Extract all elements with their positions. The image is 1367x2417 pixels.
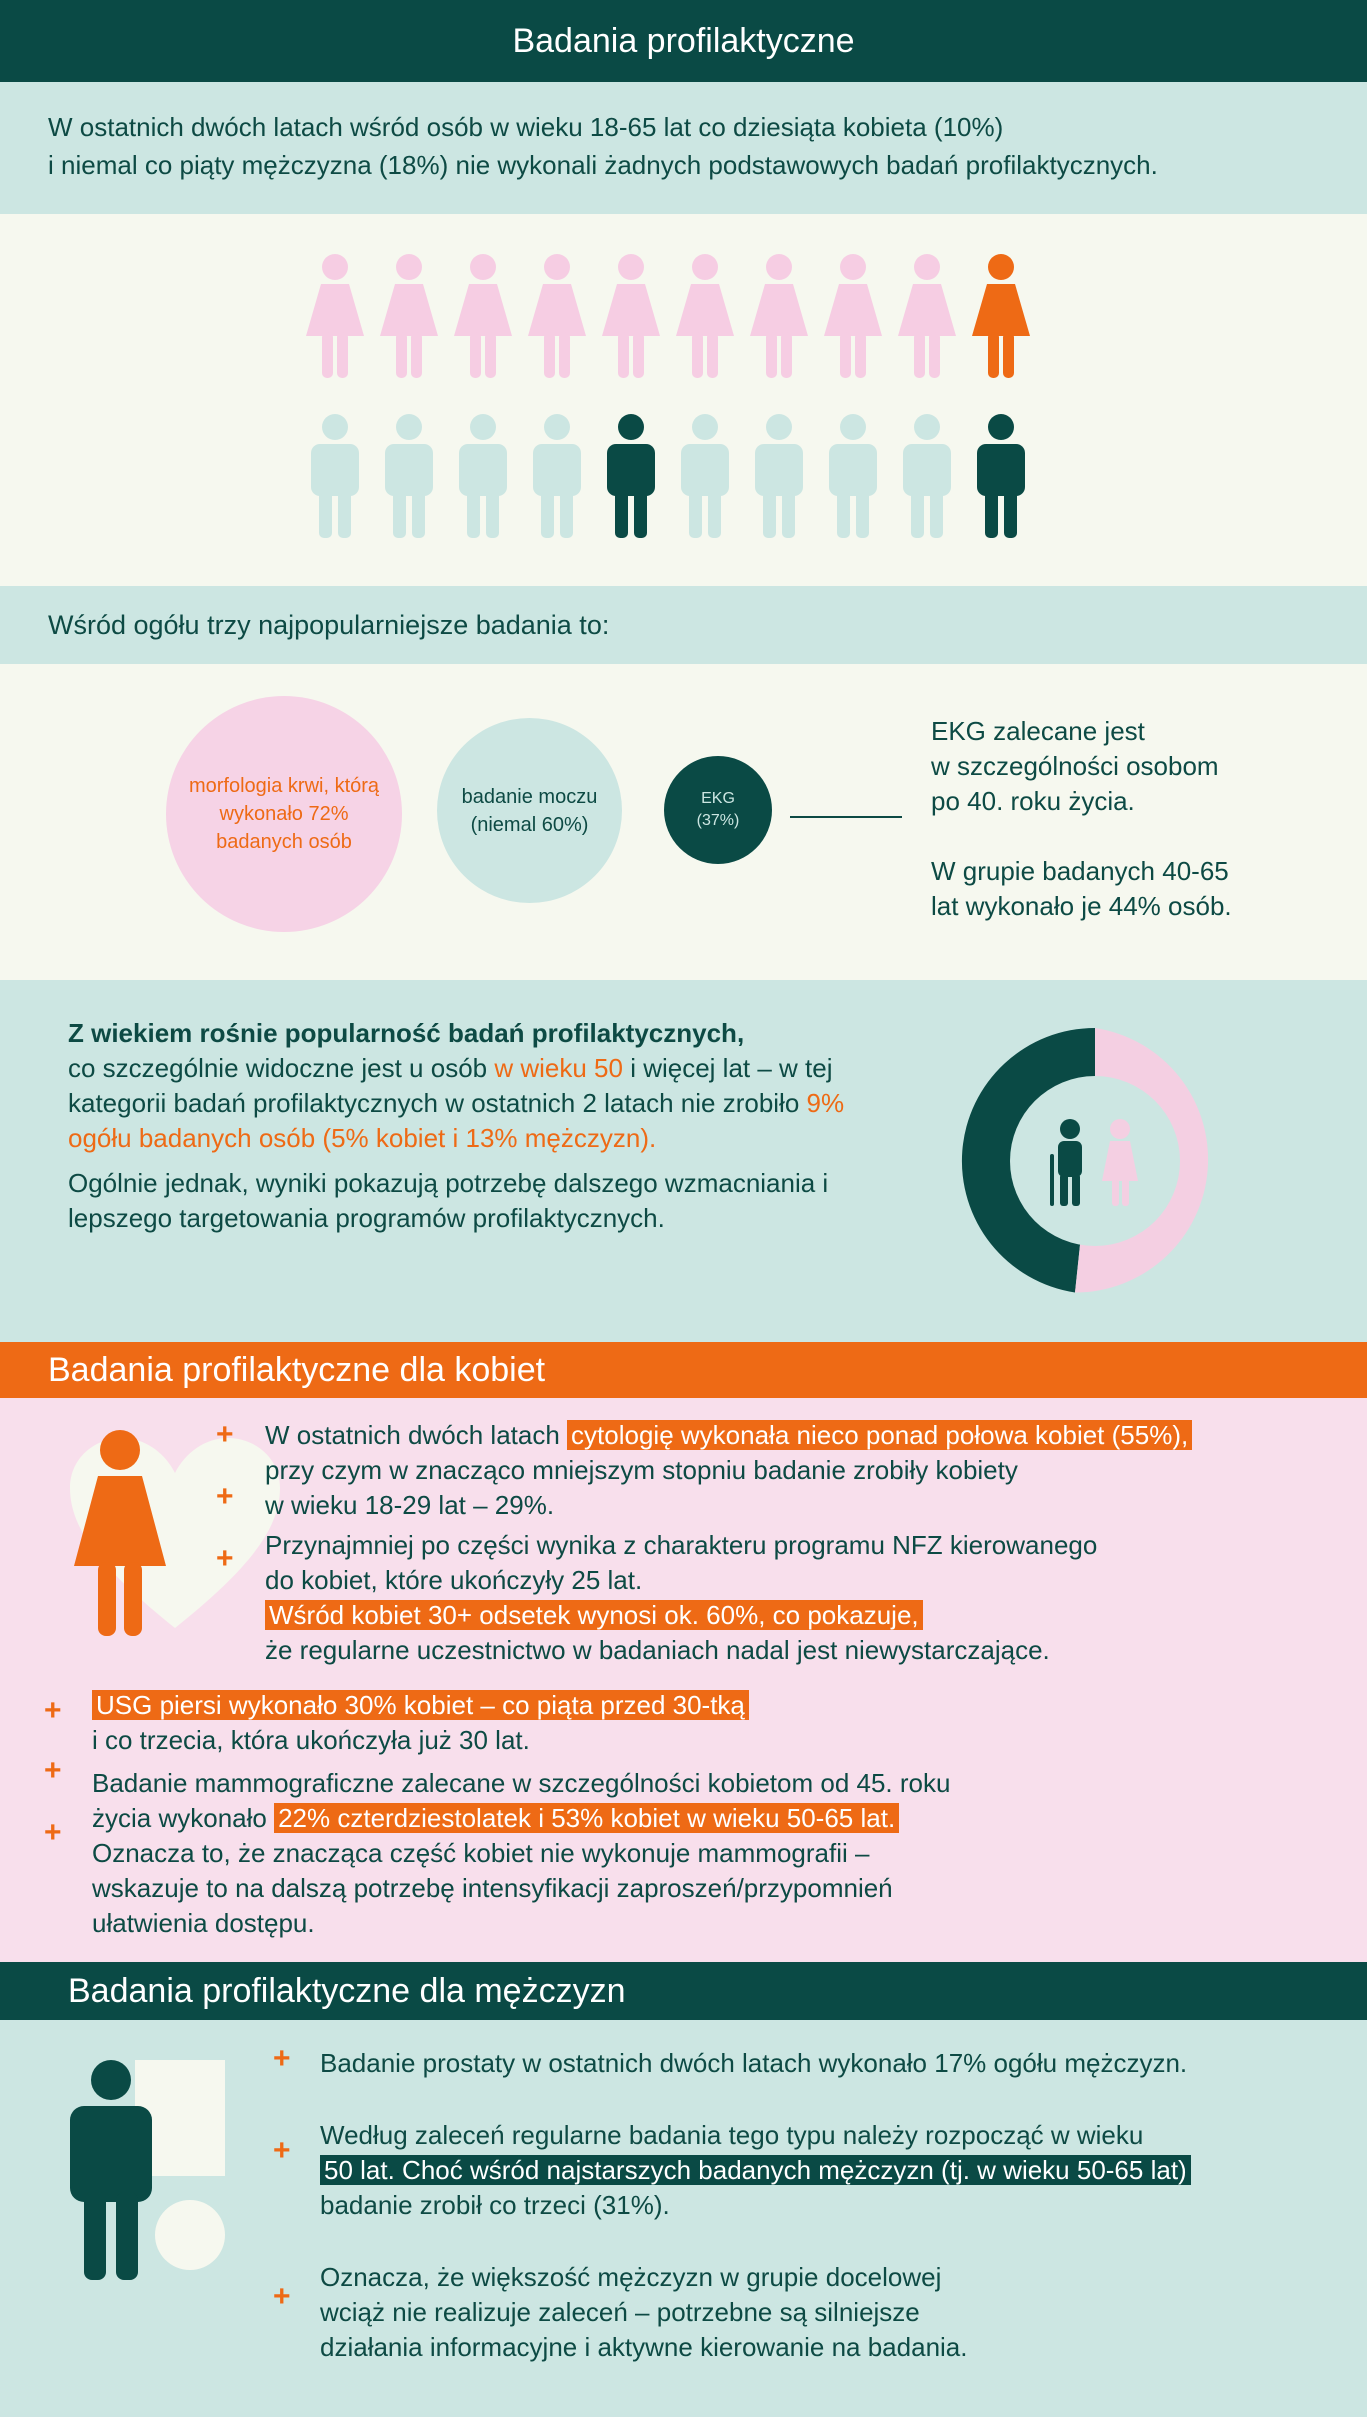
women-b4-a: Badanie mammograficzne zalecane w szczególności kobietom od 45. roku — [92, 1768, 951, 1798]
age-text-b: i więcej lat – w tej kategorii badań profilaktycznych w ostatnich 2 latach nie zrobiło — [68, 1053, 833, 1118]
page-title — [0, 0, 1367, 82]
age-highlight-1: w wieku 50 — [494, 1053, 623, 1083]
ekg-note-line-3: po 40. roku życia. — [931, 786, 1135, 816]
urine-test-label: badanie moczu (niemal 60%) — [461, 785, 598, 836]
women-b1-a: W ostatnich dwóch latach — [265, 1420, 568, 1450]
man-figure-highlighted-icon — [605, 414, 657, 545]
women-text-3 — [92, 1688, 1292, 1758]
woman-figure-icon — [304, 254, 366, 385]
men-b3-c: działania informacyjne i aktywne kierowanie na badania. — [320, 2332, 968, 2362]
women-b1-c: w wieku 18-29 lat – 29%. — [265, 1490, 555, 1520]
man-figure-icon — [827, 414, 879, 545]
women-b4-e: ułatwienia dostępu. — [92, 1908, 315, 1938]
women-b3-a: i co trzecia, która ukończyła już 30 lat. — [92, 1725, 530, 1755]
ekg-circle — [664, 756, 772, 864]
blood-test-circle — [166, 696, 402, 932]
age-lead: Z wiekiem rośnie popularność badań profilaktycznych, — [68, 1018, 745, 1048]
women-b1-highlight: cytologię wykonała nieco ponad połowa kobiet (55%), — [567, 1420, 1192, 1450]
blood-test-label: morfologia krwi, którą wykonało 72% badanych osób — [188, 775, 380, 853]
man-figure-icon — [531, 414, 583, 545]
men-b2-a: Według zaleceń regularne badania tego typu należy rozpocząć w wieku — [320, 2120, 1144, 2150]
ekg-connector-line — [790, 816, 902, 818]
age-section — [0, 980, 1367, 1342]
women-heading-text: Badania profilaktyczne dla kobiet — [48, 1350, 546, 1389]
ekg-note-line-1: EKG zalecane jest — [931, 716, 1145, 746]
ekg-note-line-2: w szczególności osobom — [931, 751, 1219, 781]
age-donut-chart — [960, 1026, 1230, 1296]
popular-heading-text: Wśród ogółu trzy najpopularniejsze badania to: — [48, 609, 610, 640]
women-b1-b: przy czym w znacząco mniejszym stopniu badanie zrobiły kobiety — [265, 1455, 1018, 1485]
woman-figure-icon — [822, 254, 884, 385]
man-figure-highlighted-icon — [975, 414, 1027, 545]
men-text-3 — [320, 2260, 1350, 2365]
woman-figure-icon — [526, 254, 588, 385]
age-text — [68, 1016, 848, 1246]
men-heading — [0, 1962, 1367, 2020]
woman-figure-icon — [748, 254, 810, 385]
women-b3-highlight: USG piersi wykonało 30% kobiet – co piąta przed 30-tką — [92, 1690, 749, 1720]
women-bullet-3: + — [216, 1542, 234, 1575]
women-b4-b: życia wykonało — [92, 1803, 275, 1833]
women-b4-d: wskazuje to na dalszą potrzebę intensyfikacji zaproszeń/przypomnień — [92, 1873, 893, 1903]
men-text-2 — [320, 2118, 1350, 2223]
ekg-note-line-5: lat wykonało je 44% osób. — [931, 891, 1232, 921]
women-b2-b: do kobiet, które ukończyły 25 lat. — [265, 1565, 643, 1595]
man-figure-icon — [901, 414, 953, 545]
woman-figure-icon — [452, 254, 514, 385]
ekg-percent: (37%) — [696, 812, 740, 829]
women-bullet-1: + — [216, 1418, 234, 1451]
men-b2-b: badanie zrobił co trzeci (31%). — [320, 2190, 670, 2220]
women-text-2 — [265, 1528, 1345, 1668]
men-bullet-2: + — [273, 2134, 291, 2167]
men-b2-highlight: 50 lat. Choć wśród najstarszych badanych mężczyzn (tj. w wieku 50-65 lat) — [320, 2155, 1191, 2185]
ekg-note-line-4: W grupie badanych 40-65 — [931, 856, 1229, 886]
men-heading-text: Badania profilaktyczne dla mężczyzn — [68, 1971, 626, 2010]
popular-heading — [0, 586, 1367, 664]
women-bullet-6: + — [44, 1816, 62, 1849]
urine-test-circle — [437, 718, 622, 903]
women-b4-c: Oznacza to, że znacząca część kobiet nie wykonuje mammografii – — [92, 1838, 870, 1868]
decor-circle — [155, 2200, 225, 2270]
woman-figure-icon — [68, 1430, 172, 1638]
men-section — [0, 2020, 1367, 2417]
women-b2-a: Przynajmniej po części wynika z charakteru programu NFZ kierowanego — [265, 1530, 1098, 1560]
man-figure-icon — [309, 414, 361, 545]
intro-line-1: W ostatnich dwóch latach wśród osób w wieku 18-65 lat co dziesiąta kobieta (10%) — [48, 112, 1004, 142]
ekg-label: EKG — [701, 790, 735, 807]
age-highlight-2: 9% ogółu badanych osób (5% kobiet i 13% mężczyzn). — [68, 1088, 845, 1153]
women-b4-highlight: 22% czterdziestolatek i 53% kobiet w wieku 50-65 lat. — [274, 1803, 899, 1833]
page-title-text: Badania profilaktyczne — [512, 21, 855, 60]
age-paragraph-1 — [68, 1016, 848, 1156]
women-b2-c: że regularne uczestnictwo w badaniach nadal jest niewystarczające. — [265, 1635, 1050, 1665]
woman-figure-icon — [896, 254, 958, 385]
pictogram-section — [0, 214, 1367, 586]
men-b3-b: wciąż nie realizuje zaleceń – potrzebne są silniejsze — [320, 2297, 920, 2327]
women-text-4 — [92, 1766, 1292, 1941]
women-heading — [0, 1342, 1367, 1398]
donut-center — [1010, 1076, 1180, 1246]
men-text-1: Badanie prostaty w ostatnich dwóch latach wykonało 17% ogółu mężczyzn. — [320, 2048, 1188, 2078]
man-figure-icon — [457, 414, 509, 545]
man-figure-icon — [66, 2060, 156, 2282]
women-b2-highlight: Wśród kobiet 30+ odsetek wynosi ok. 60%, co pokazuje, — [265, 1600, 923, 1630]
popular-section — [0, 664, 1367, 980]
men-bullet-3: + — [273, 2280, 291, 2313]
age-text-a: co szczególnie widoczne jest u osób — [68, 1053, 495, 1083]
age-paragraph-2: Ogólnie jednak, wyniki pokazują potrzebę dalszego wzmacniania i lepszego targetowania programów profilaktycznych. — [68, 1168, 829, 1233]
man-figure-icon — [679, 414, 731, 545]
ekg-note — [931, 714, 1331, 924]
intro-line-2: i niemal co piąty mężczyzna (18%) nie wykonali żadnych podstawowych badań profilaktycznych. — [48, 150, 1158, 180]
woman-figure-icon — [600, 254, 662, 385]
women-bullet-2: + — [216, 1480, 234, 1513]
women-text-1 — [265, 1418, 1345, 1523]
women-bullet-5: + — [44, 1754, 62, 1787]
man-figure-icon — [383, 414, 435, 545]
man-figure-icon — [753, 414, 805, 545]
men-b3-a: Oznacza, że większość mężczyzn w grupie docelowej — [320, 2262, 942, 2292]
woman-figure-highlighted-icon — [970, 254, 1032, 385]
woman-figure-icon — [674, 254, 736, 385]
women-bullet-4: + — [44, 1694, 62, 1727]
intro-section — [0, 82, 1367, 214]
woman-figure-icon — [378, 254, 440, 385]
men-bullet-1: + — [273, 2042, 291, 2075]
women-section — [0, 1398, 1367, 1962]
